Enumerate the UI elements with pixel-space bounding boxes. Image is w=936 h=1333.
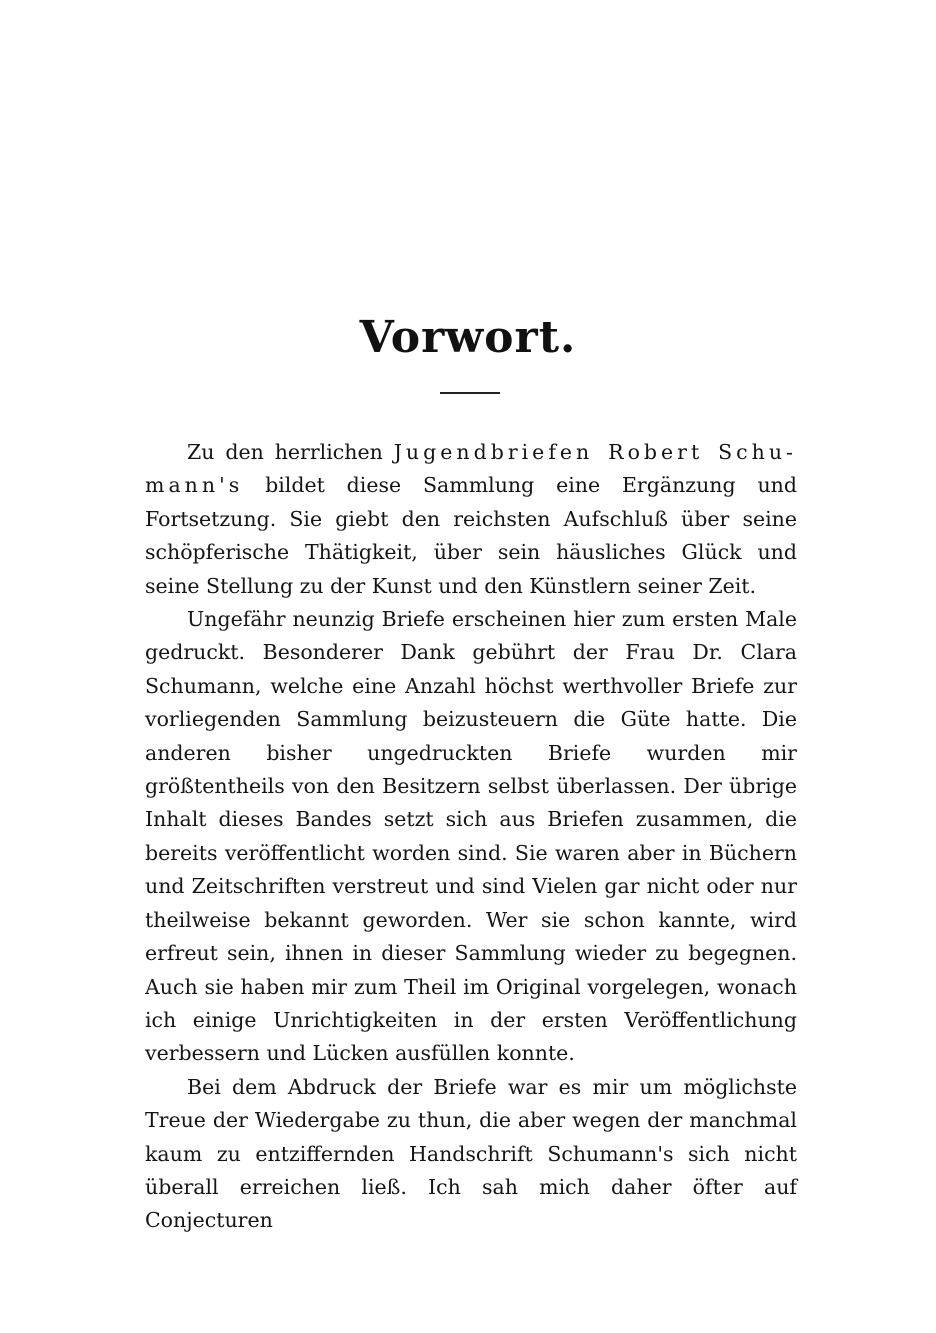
body-text	[145, 436, 797, 1238]
paragraph-1-lead: Zu den herrlichen	[187, 440, 394, 464]
page-title: Vorwort.	[359, 312, 577, 363]
paragraph-1-spaced-title: Jugendbriefen Robert Schu-mann's	[145, 440, 797, 498]
paragraph-1	[145, 436, 797, 603]
paragraph-2: Ungefähr neunzig Briefe erscheinen hier zum ersten Male gedruckt. Besonderer Dank gebührt der Frau Dr. Clara Schumann, welche eine Anzahl höchst werthvoller Briefe zur vorliegenden Sammlung beizusteuern die Güte hatte. Die anderen bisher ungedruckten Briefe wurden mir größtentheils von den Besitzern selbst überlassen. Der übrige Inhalt dieses Bandes setzt sich aus Briefen zusammen, die bereits veröffentlicht worden sind. Sie waren aber in Büchern und Zeitschriften verstreut und sind Vielen gar nicht oder nur theilweise bekannt geworden. Wer sie schon kannte, wird erfreut sein, ihnen in dieser Sammlung wieder zu begegnen. Auch sie haben mir zum Theil im Original vorgelegen, wonach ich einige Unrichtigkeiten in der ersten Veröffentlichung verbessern und Lücken ausfüllen konnte.	[145, 607, 797, 1066]
paragraph-1-rest: bildet diese Sammlung eine Ergänzung und Fortsetzung. Sie giebt den reichsten Aufschluß über seine schöpferische Thätigkeit, über sein häusliches Glück und seine Stellung zu der Kunst und den Künstlern seiner Zeit.	[145, 473, 797, 598]
title-divider	[440, 392, 500, 394]
paragraph-3: Bei dem Abdruck der Briefe war es mir um möglichste Treue der Wiedergabe zu thun, die aber wegen der manchmal kaum zu entziffernden Handschrift Schumann's sich nicht überall erreichen ließ. Ich sah mich daher öfter auf Conjecturen	[145, 1074, 797, 1233]
